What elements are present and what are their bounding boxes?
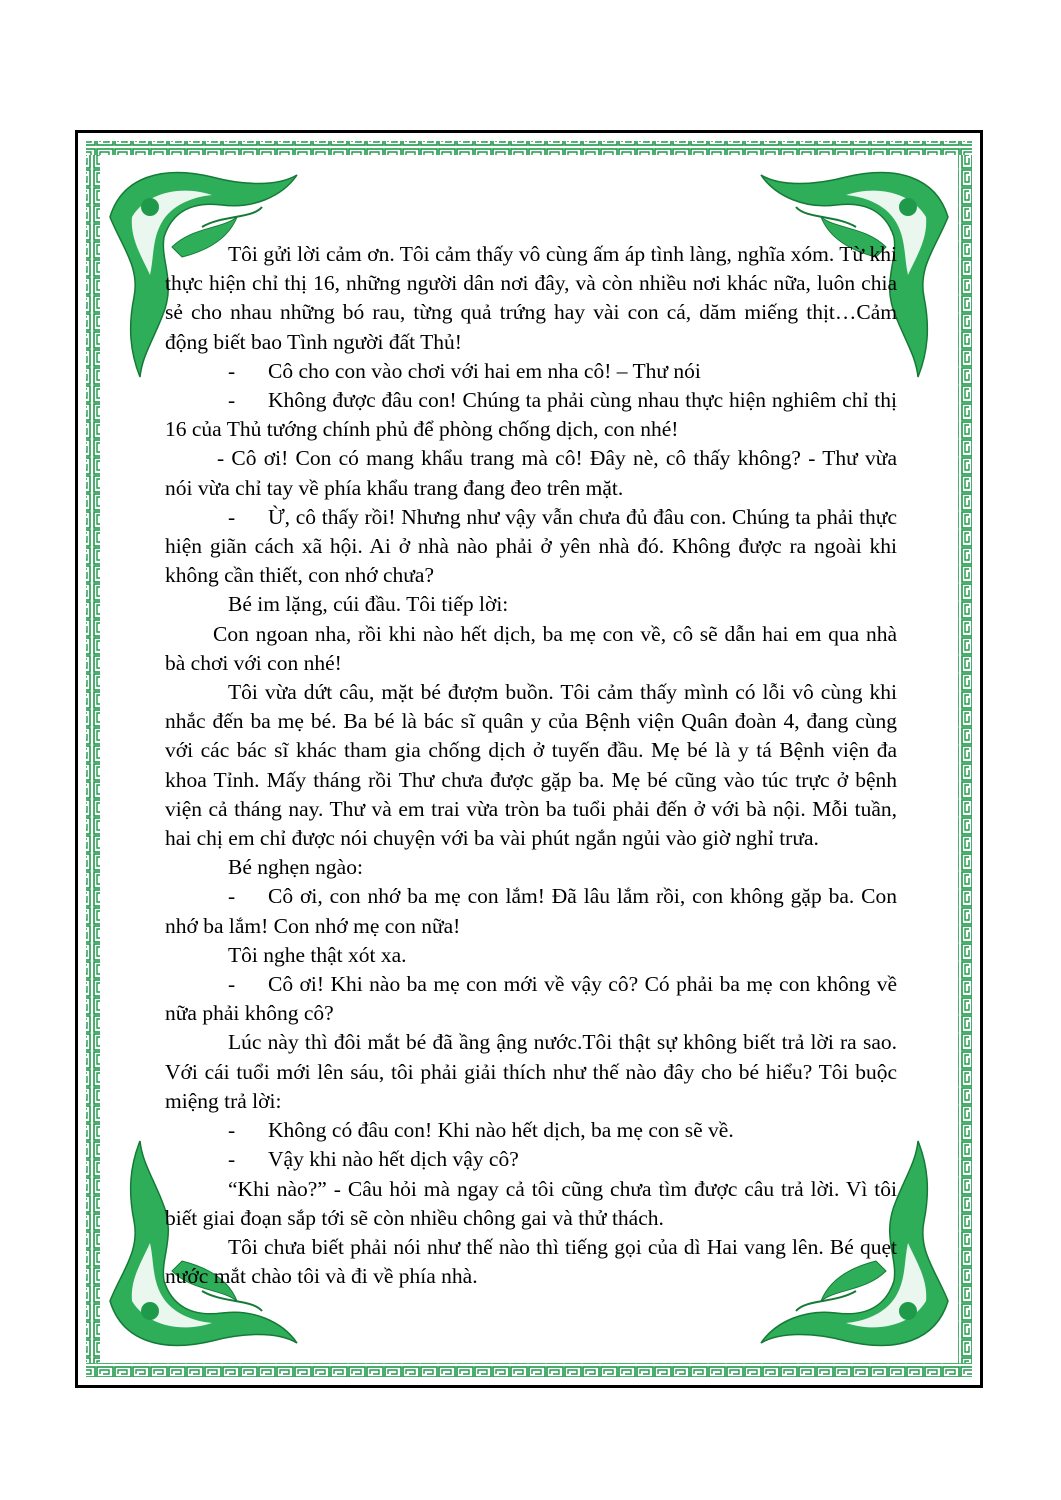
paragraph-text: Tôi nghe thật xót xa.	[228, 942, 407, 967]
dialogue-line	[165, 970, 897, 1028]
dialogue-line	[165, 386, 897, 444]
paragraph-text: “Khi nào?” - Câu hỏi mà ngay cả tôi cũng chưa tìm được câu trả lời. Vì tôi biết giai đoạn sắp tới sẽ còn nhiều chông gai và thử thách.	[165, 1176, 897, 1230]
paragraph-text: Cô ơi! Khi nào ba mẹ con mới về vậy cô? Có phải ba mẹ con không về nữa phải không cô?	[165, 972, 897, 1026]
dialogue-dash: -	[228, 504, 236, 529]
paragraph	[165, 590, 897, 619]
dialogue-dash: -	[228, 972, 236, 997]
paragraph-text: - Cô ơi! Con có mang khẩu trang mà cô! Đây nè, cô thấy không? - Thư vừa nói vừa chỉ tay về phía khẩu trang đang đeo trên mặt.	[165, 446, 897, 500]
paragraph	[165, 240, 897, 357]
dialogue-dash: -	[228, 1118, 236, 1143]
paragraph	[165, 678, 897, 853]
paragraph-text: Tôi vừa dứt câu, mặt bé đượm buồn. Tôi cảm thấy mình có lỗi vô cùng khi nhắc đến ba mẹ bé. Ba bé là bác sĩ quân y của Bệnh viện Quân đoàn 4, đang cùng với các bác sĩ khác tham gia chống dịch ở tuyến đầu. Mẹ bé là y tá Bệnh viện đa khoa Tỉnh. Mấy tháng rồi Thư chưa được gặp ba. Mẹ bé cũng vào túc trực ở bệnh viện cả tháng nay. Thư và em trai vừa tròn ba tuổi phải đến ở với bà nội. Mỗi tuần, hai chị em chỉ được nói chuyện với ba vài phút ngắn ngủi vào giờ nghỉ trưa.	[165, 680, 897, 851]
dialogue-dash: -	[228, 388, 236, 413]
story-text	[165, 240, 897, 1291]
dialogue-dash: -	[228, 884, 236, 909]
paragraph-text: Cô cho con vào chơi với hai em nha cô! – Thư nói	[268, 358, 701, 383]
paragraph	[165, 1028, 897, 1116]
dialogue-dash: -	[228, 358, 236, 383]
paragraph-text: Không được đâu con! Chúng ta phải cùng nhau thực hiện nghiêm chỉ thị 16 của Thủ tướng chính phủ để phòng chống dịch, con nhé!	[165, 388, 897, 442]
dialogue-line	[165, 882, 897, 940]
dialogue-dash: -	[228, 1147, 236, 1172]
paragraph-text: Ừ, cô thấy rồi! Nhưng như vậy vẫn chưa đủ đâu con. Chúng ta phải thực hiện giãn cách xã hội. Ai ở nhà nào phải ở yên nhà đó. Không được ra ngoài khi không cần thiết, con nhớ chưa?	[165, 504, 897, 588]
paragraph-text: Vậy khi nào hết dịch vậy cô?	[268, 1147, 519, 1172]
dialogue-line	[165, 1116, 897, 1145]
dialogue-line	[165, 503, 897, 591]
paragraph	[165, 1233, 897, 1291]
paragraph	[165, 620, 897, 678]
dialogue-line	[165, 357, 897, 386]
paragraph-text: Bé im lặng, cúi đầu. Tôi tiếp lời:	[228, 592, 509, 617]
paragraph	[165, 1175, 897, 1233]
dialogue-line	[165, 1145, 897, 1174]
paragraph	[165, 941, 897, 970]
paragraph-text: Không có đâu con! Khi nào hết dịch, ba mẹ con sẽ về.	[268, 1118, 734, 1143]
paragraph-text: Tôi chưa biết phải nói như thế nào thì tiếng gọi của dì Hai vang lên. Bé quẹt nước mắt chào tôi và đi về phía nhà.	[165, 1234, 897, 1289]
paragraph	[165, 853, 897, 882]
paragraph-text: Con ngoan nha, rồi khi nào hết dịch, ba mẹ con về, cô sẽ dẫn hai em qua nhà bà chơi với con nhé!	[165, 621, 897, 675]
paragraph-text: Tôi gửi lời cảm ơn. Tôi cảm thấy vô cùng ấm áp tình làng, nghĩa xóm. Từ khi thực hiện chỉ thị 16, những người dân nơi đây, và còn nhiều nơi khác nữa, luôn chia sẻ cho nhau những bó rau, từng quả trứng hay vài con cá, dăm miếng thịt…Cảm động biết bao Tình người đất Thủ!	[165, 242, 897, 354]
paragraph-text: Bé nghẹn ngào:	[228, 855, 363, 880]
paragraph-text: Cô ơi, con nhớ ba mẹ con lắm! Đã lâu lắm rồi, con không gặp ba. Con nhớ ba lắm! Con nhớ mẹ con nữa!	[165, 884, 897, 938]
paragraph	[165, 444, 897, 502]
paragraph-text: Lúc này thì đôi mắt bé đã ầng ậng nước.Tôi thật sự không biết trả lời ra sao. Với cái tuổi mới lên sáu, tôi phải giải thích như thế nào đây cho bé hiểu? Tôi buộc miệng trả lời:	[165, 1030, 897, 1113]
